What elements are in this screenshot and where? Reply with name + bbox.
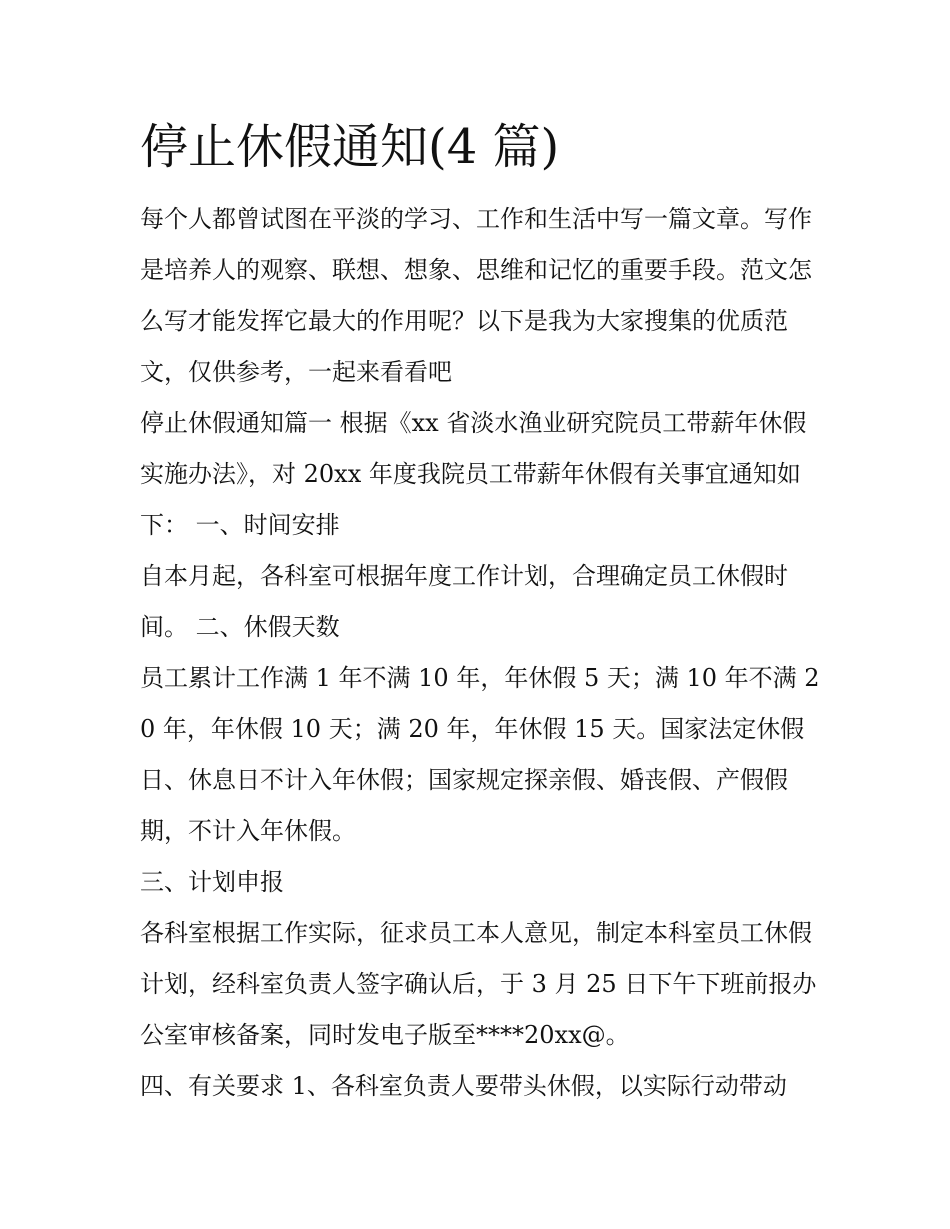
leave-days-paragraph: 员工累计工作满 1 年不满 10 年，年休假 5 天；满 10 年不满 20 年，年休假 10 天；满 20 年，年休假 15 天。国家法定休假日、休息日不计入年休假；国家规定探亲假、婚丧假、产假假期，不计入年休假。 (140, 664, 820, 845)
time-arrangement-paragraph: 自本月起，各科室可根据年度工作计划，合理确定员工休假时间。 二、休假天数 (140, 562, 788, 641)
requirements-paragraph: 四、有关要求 1、各科室负责人要带头休假，以实际行动带动 (140, 1072, 787, 1100)
document-page (140, 100, 820, 1112)
intro-paragraph: 每个人都曾试图在平淡的学习、工作和生活中写一篇文章。写作是培养人的观察、联想、想象、思维和记忆的重要手段。范文怎么写才能发挥它最大的作用呢？以下是我为大家搜集的优质范文，仅供参考，一起来看看吧 (140, 205, 812, 386)
notice-opening-paragraph: 停止休假通知篇一 根据《xx 省淡水渔业研究院员工带薪年休假实施办法》，对 20xx 年度我院员工带薪年休假有关事宜通知如下： 一、时间安排 (140, 409, 807, 539)
plan-declaration-heading: 三、计划申报 (140, 868, 284, 896)
plan-declaration-paragraph: 各科室根据工作实际，征求员工本人意见，制定本科室员工休假计划，经科室负责人签字确认后，于 3 月 25 日下午下班前报办公室审核备案，同时发电子版至****20xx@。 (140, 919, 817, 1049)
document-title: 停止休假通知(4 篇) (140, 119, 560, 175)
